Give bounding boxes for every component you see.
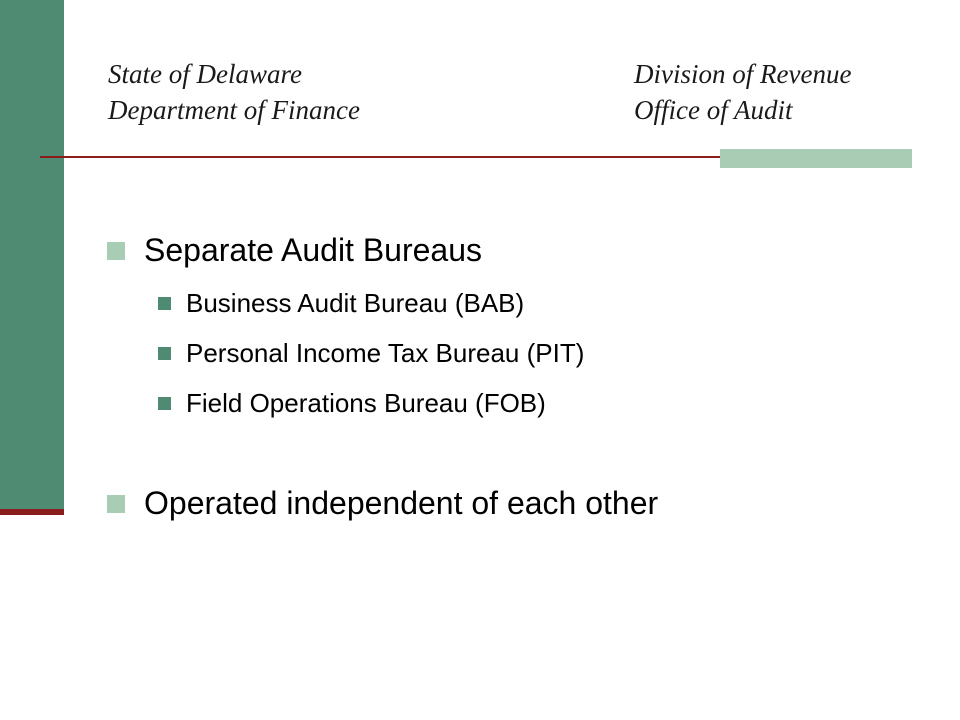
header-state: State of Delaware: [108, 59, 302, 89]
sub-bullet-text: Business Audit Bureau (BAB): [186, 288, 525, 318]
sub-bullet-item-3: [186, 388, 546, 419]
sub-bullet-item-1: [186, 288, 524, 319]
bullet-text: Operated independent of each other: [144, 485, 659, 521]
bullet-item-1: [144, 232, 482, 269]
square-bullet-icon: [158, 297, 171, 310]
square-bullet-icon: [158, 397, 171, 410]
square-bullet-icon: [107, 495, 125, 513]
header-department: Department of Finance: [108, 95, 360, 125]
square-bullet-icon: [158, 347, 171, 360]
bullet-text: Separate Audit Bureaus: [144, 232, 483, 268]
left-accent-bar: [0, 0, 64, 512]
sub-bullet-item-2: [186, 338, 584, 369]
sub-bullet-text: Field Operations Bureau (FOB): [186, 388, 546, 418]
sub-bullet-text: Personal Income Tax Bureau (PIT): [186, 338, 585, 368]
header-accent-block: [720, 149, 912, 168]
left-accent-red-stripe: [0, 509, 64, 515]
header-right-block: [634, 56, 851, 128]
header-left-block: [108, 56, 360, 128]
square-bullet-icon: [107, 242, 125, 260]
header-division: Division of Revenue: [634, 59, 852, 89]
bullet-item-2: [144, 485, 658, 522]
header-office: Office of Audit: [634, 95, 793, 125]
